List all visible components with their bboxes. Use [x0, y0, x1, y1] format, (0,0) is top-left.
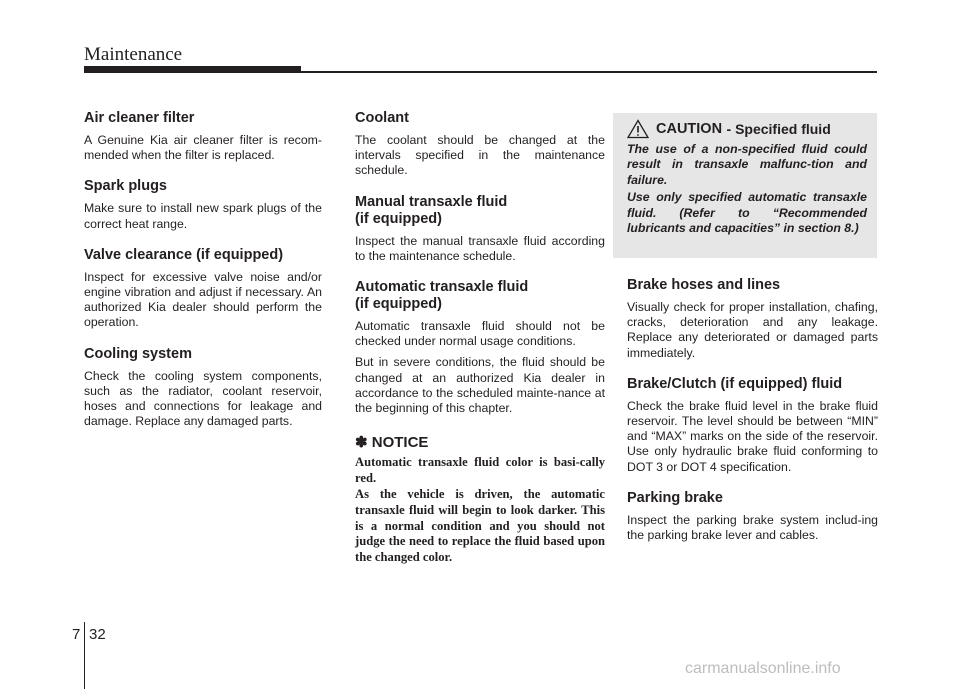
section-heading-brake-fluid: Brake/Clutch (if equipped) fluid: [627, 375, 843, 392]
header-rule-thick: [84, 66, 301, 73]
column-middle: [355, 110, 605, 566]
section-heading-manual-transaxle: [355, 194, 605, 228]
column-left: [84, 110, 322, 444]
section-heading-automatic-transaxle: [355, 279, 605, 313]
section-heading-cooling-system: Cooling system: [84, 345, 192, 362]
notice-text-1: Automatic transaxle fluid color is basi-cally red.: [355, 455, 605, 485]
caution-title: CAUTION: [656, 121, 723, 137]
section-heading-spark-plugs: Spark plugs: [84, 178, 167, 195]
caution-text-2: Use only specified automatic transaxle fluid. (Refer to “Recommended lubricants and capacities” in section 8.): [627, 190, 867, 236]
section-heading-valve-clearance: Valve clearance (if equipped): [84, 246, 284, 263]
footer-chapter-number: 7: [72, 626, 81, 643]
notice-title: ✽ NOTICE: [355, 434, 429, 452]
header-title: Maintenance: [84, 44, 183, 65]
section-body-manual-transaxle: Inspect the manual transaxle fluid according to the maintenance schedule.: [355, 233, 605, 263]
section-body-valve-clearance: Inspect for excessive valve noise and/or engine vibration and adjust if necessary. An authorized Kia dealer should perform the operation.: [84, 269, 322, 330]
section-body-brake-fluid: Check the brake fluid level in the brake fluid reservoir. The level should be between “MIN” and “MAX” marks on the side of the reservoir. Use only hydraulic brake fluid conforming to DOT 3 or DOT 4 specification.: [627, 398, 878, 474]
footer-page-number: 32: [89, 626, 106, 643]
section-body-cooling-system: Check the cooling system components, such as the radiator, coolant reservoir, hoses and connections for leakage and damage. Replace any damaged parts.: [84, 368, 322, 429]
heading-line: Automatic transaxle fluid: [355, 279, 529, 296]
heading-line: (if equipped): [355, 210, 442, 227]
footer-divider: [84, 622, 85, 689]
heading-line: (if equipped): [355, 296, 442, 313]
column-right: [627, 277, 878, 558]
caution-header: [627, 119, 867, 139]
caution-text-1: The use of a non-specified fluid could result in transaxle malfunc-tion and failure.: [627, 142, 867, 187]
section-body-brake-hoses: Visually check for proper installation, chafing, cracks, deterioration and any leakage. Replace any deteriorated or damaged parts immediately.: [627, 300, 878, 360]
section-heading-parking-brake: Parking brake: [627, 489, 723, 506]
section-body-coolant: The coolant should be changed at the intervals specified in the maintenance schedule.: [355, 133, 605, 178]
section-body-automatic-transaxle-2: But in severe conditions, the fluid should be changed at an authorized Kia dealer in accordance to the scheduled mainte-nance at the beginning of this chapter.: [355, 355, 605, 416]
section-heading-coolant: Coolant: [355, 110, 409, 126]
caution-subtitle: - Specified fluid: [726, 121, 831, 137]
section-body-automatic-transaxle-1: Automatic transaxle fluid should not be checked under normal usage conditions.: [355, 319, 605, 349]
notice-text-2: As the vehicle is driven, the automatic transaxle fluid will begin to look darker. This is a normal condition and you should not judge the need to replace the fluid based upon the changed color.: [355, 487, 605, 564]
watermark-text: carmanualsonline.info: [685, 660, 841, 677]
section-heading-brake-hoses: Brake hoses and lines: [627, 277, 781, 293]
section-body-air-cleaner: A Genuine Kia air cleaner filter is recom-mended when the filter is replaced.: [84, 133, 322, 163]
header-rule-thin: [301, 71, 877, 73]
caution-box: [613, 113, 877, 258]
section-heading-air-cleaner: Air cleaner filter: [84, 110, 195, 126]
section-body-parking-brake: Inspect the parking brake system includ-ing the parking brake lever and cables.: [627, 512, 878, 543]
warning-triangle-icon: [627, 119, 649, 139]
section-body-spark-plugs: Make sure to install new spark plugs of the correct heat range.: [84, 201, 322, 231]
heading-line: Manual transaxle fluid: [355, 193, 508, 210]
